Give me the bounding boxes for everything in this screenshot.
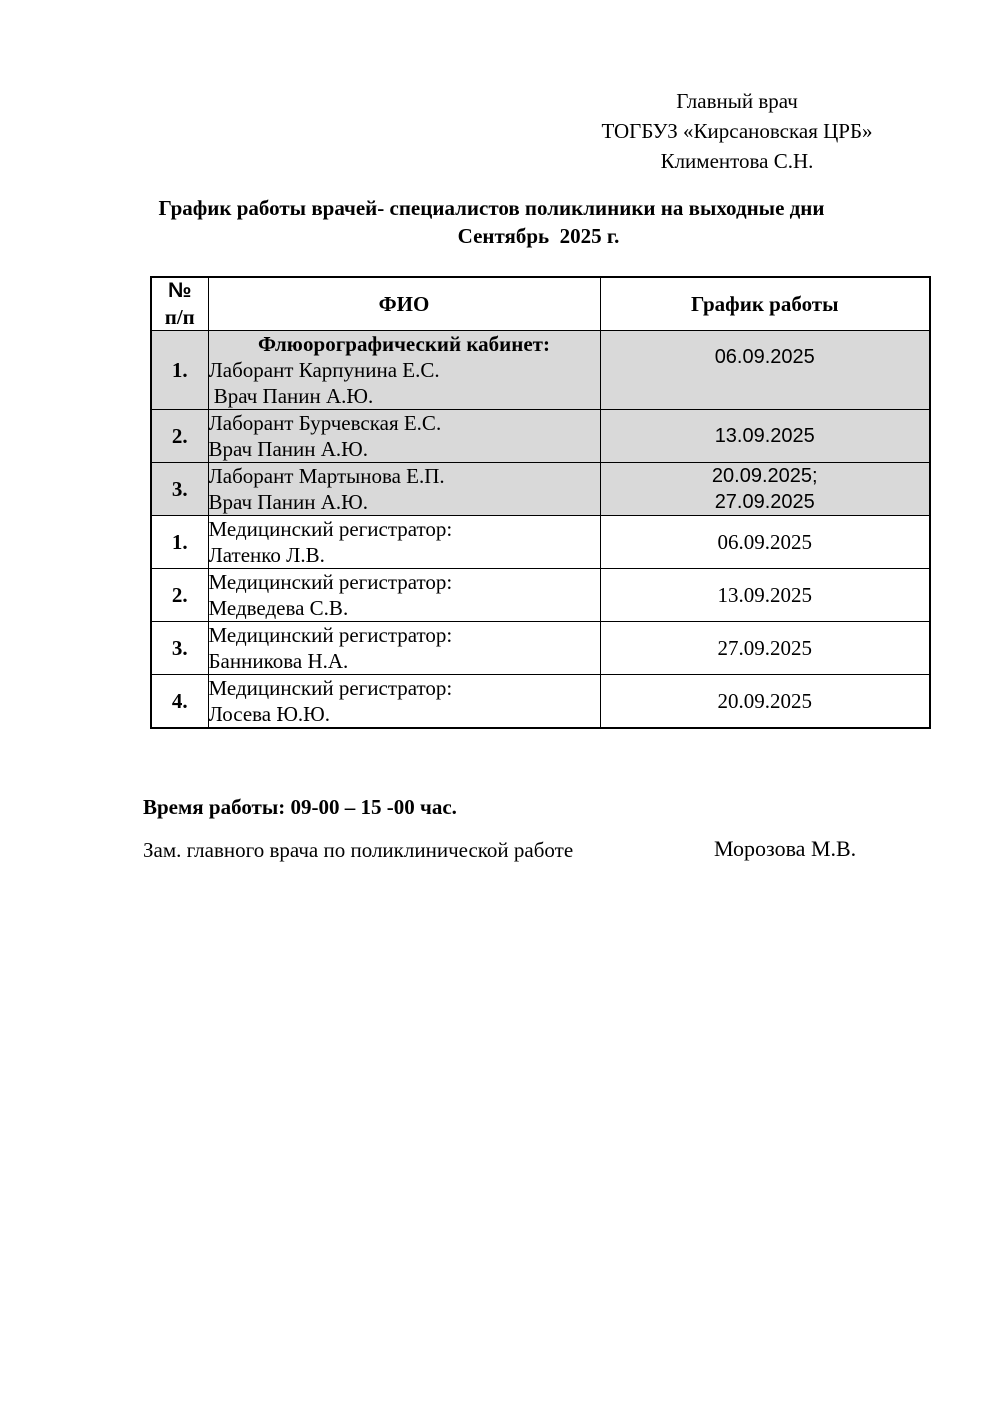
table-row [151, 675, 930, 729]
work-date: 13.09.2025 [717, 583, 812, 607]
schedule-cell [600, 331, 930, 410]
document-title-line1: График работы врачей- специалистов поликлиники на выходные дни [158, 196, 825, 220]
person-name: Банникова Н.А. [208, 649, 349, 673]
schedule-cell [600, 622, 930, 675]
fio-cell [208, 331, 600, 410]
col-header-schedule: График работы [600, 277, 930, 331]
person-name: Лаборант Мартынова Е.П. [208, 464, 445, 488]
person-name: Медведева С.В. [208, 596, 349, 620]
row-number: 1. [151, 331, 208, 410]
fio-cell [208, 463, 600, 516]
row-number: 3. [151, 622, 208, 675]
cabinet-group-title: Флюорографический кабинет: [257, 332, 550, 356]
document-title-line2: Сентябрь 2025 г. [457, 224, 620, 248]
signature-role: Зам. главного врача по поликлинической работе [143, 838, 574, 862]
row-number: 3. [151, 463, 208, 516]
person-name: Медицинский регистратор: [208, 517, 453, 541]
col-header-fio: ФИО [208, 277, 600, 331]
schedule-table [150, 276, 931, 729]
person-name: Медицинский регистратор: [208, 570, 453, 594]
schedule-cell [600, 516, 930, 569]
work-hours-note: Время работы: 09-00 – 15 -00 час. [143, 795, 457, 819]
approver-block [592, 86, 882, 176]
fio-cell [208, 569, 600, 622]
schedule-cell [600, 463, 930, 516]
signature-name: Морозова М.В. [714, 836, 857, 861]
person-name: Лаборант Бурчевская Е.С. [208, 411, 442, 435]
person-name: Латенко Л.В. [208, 543, 325, 567]
work-date: 06.09.2025 [717, 530, 812, 554]
work-date: 27.09.2025 [717, 636, 812, 660]
person-name: Врач Панин А.Ю. [208, 384, 374, 408]
table-row [151, 463, 930, 516]
schedule-cell [600, 569, 930, 622]
table-row [151, 569, 930, 622]
person-name: Врач Панин А.Ю. [208, 437, 368, 461]
person-name: Лосева Ю.Ю. [208, 702, 331, 726]
work-date: 20.09.2025; [711, 465, 818, 487]
work-date: 06.09.2025 [714, 346, 815, 368]
fio-cell [208, 516, 600, 569]
row-number: 2. [151, 410, 208, 463]
schedule-cell [600, 675, 930, 729]
number-sub-label: п/п [164, 305, 195, 329]
col-header-number [151, 277, 208, 331]
work-date: 13.09.2025 [714, 425, 815, 447]
table-row [151, 410, 930, 463]
row-number: 2. [151, 569, 208, 622]
table-row [151, 516, 930, 569]
approver-line-organization: ТОГБУЗ «Кирсановская ЦРБ» [601, 119, 873, 143]
work-date: 27.09.2025 [714, 491, 815, 513]
fio-cell [208, 410, 600, 463]
table-row [151, 622, 930, 675]
fio-cell [208, 622, 600, 675]
approver-line-name: Климентова С.Н. [660, 149, 814, 173]
row-number: 1. [151, 516, 208, 569]
number-sign: № [168, 279, 192, 302]
schedule-cell [600, 410, 930, 463]
table-row [151, 331, 930, 410]
fio-cell [208, 675, 600, 729]
work-date: 20.09.2025 [717, 689, 812, 713]
person-name: Медицинский регистратор: [208, 676, 453, 700]
row-number: 4. [151, 675, 208, 729]
person-name: Врач Панин А.Ю. [208, 490, 368, 514]
person-name: Медицинский регистратор: [208, 623, 453, 647]
table-header-row [151, 277, 930, 331]
approver-line-role: Главный врач [676, 89, 798, 113]
person-name: Лаборант Карпунина Е.С. [208, 358, 440, 382]
